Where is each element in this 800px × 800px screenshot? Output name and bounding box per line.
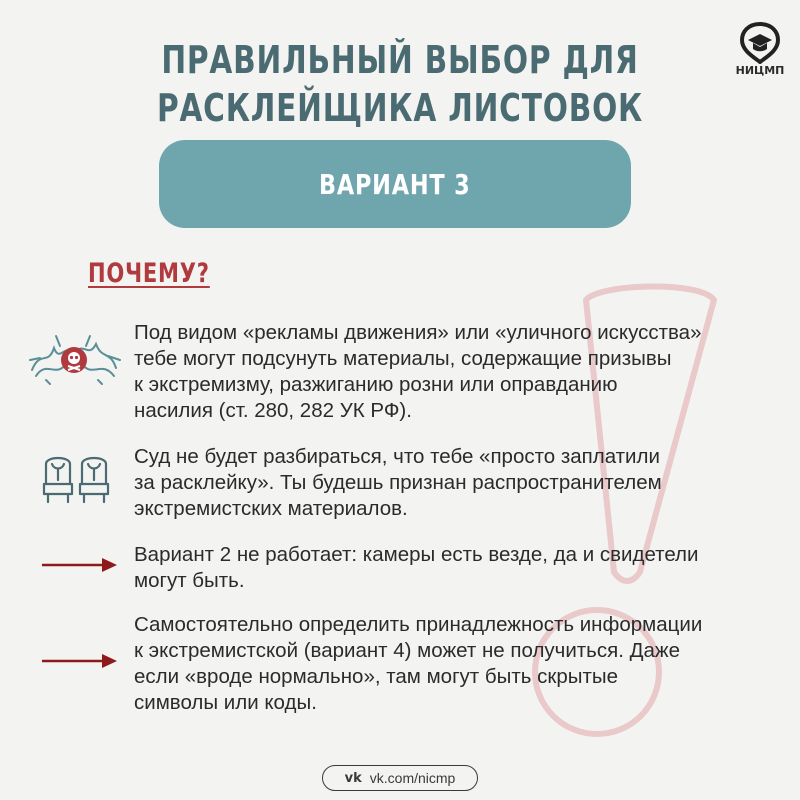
list-item-1-text: Под видом «рекламы движения» или «уличного искусства» тебе могут подсунуть материалы, содержащие призывы к экстремизму, разжиганию розни или оправданию насилия (ст. 280, 282 УК РФ). xyxy=(134,321,702,422)
arrow-right-icon xyxy=(42,652,118,670)
graffiti-skull-icon xyxy=(26,330,122,386)
vk-link-text: vk.com/nicmp xyxy=(369,770,456,786)
title-line-2: РАСКЛЕЙЩИКА ЛИСТОВОК xyxy=(156,86,644,130)
graduation-cap-pin-icon xyxy=(734,20,786,64)
court-judges-icon xyxy=(40,450,112,504)
arrow-right-icon xyxy=(42,556,118,574)
logo xyxy=(734,20,786,80)
why-heading: ПОЧЕМУ? xyxy=(88,258,210,289)
page-title xyxy=(88,36,712,132)
vk-link[interactable] xyxy=(322,765,478,791)
variant-label: ВАРИАНТ 3 xyxy=(319,167,471,201)
variant-banner xyxy=(159,140,631,228)
title-line-1: ПРАВИЛЬНЫЙ ВЫБОР ДЛЯ xyxy=(161,38,639,82)
logo-text: НИЦМП xyxy=(735,64,785,77)
vk-icon: vk xyxy=(344,770,362,786)
list-item-3-text: Вариант 2 не работает: камеры есть везде, да и свидетели могут быть. xyxy=(134,543,699,592)
list-item-2-text: Суд не будет разбираться, что тебе «просто заплатили за расклейку». Ты будешь признан распространителем экстремистских материалов. xyxy=(134,445,662,520)
list-item-4-text: Самостоятельно определить принадлежность информации к экстремистской (вариант 4) может не получиться. Даже если «вроде нормально», там могут быть скрытые символы или коды. xyxy=(134,613,703,714)
